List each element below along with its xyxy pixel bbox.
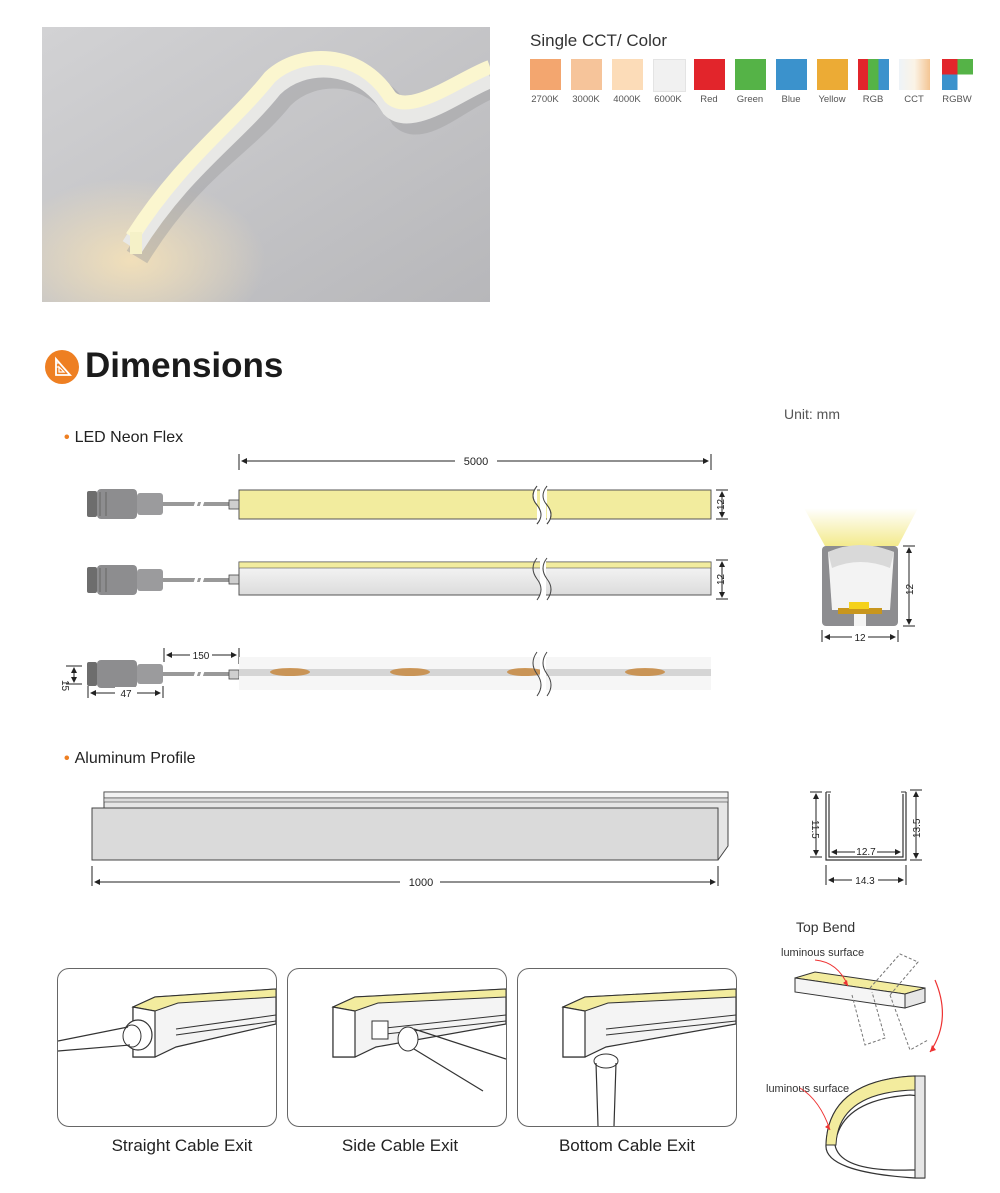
color-swatch-label: Yellow xyxy=(818,94,846,105)
color-swatch-label: Green xyxy=(736,94,764,105)
neon-flex-drawing xyxy=(0,440,1000,710)
color-swatch-label: 6000K xyxy=(654,94,682,105)
color-swatch-label: 2700K xyxy=(531,94,559,105)
unit-label: Unit: mm xyxy=(784,406,840,422)
length-dimension: 5000 xyxy=(463,456,489,468)
neon-section-title: • LED Neon Flex xyxy=(64,429,184,446)
profile-cross-section xyxy=(809,790,923,887)
color-swatch-2700k xyxy=(530,59,561,90)
aluminum-profile-drawing xyxy=(0,780,1000,895)
color-swatch-cct xyxy=(899,59,930,90)
color-swatch-green xyxy=(735,59,766,90)
connector-1 xyxy=(87,489,163,519)
neon-side-view xyxy=(87,558,728,600)
color-options-title: Single CCT/ Color xyxy=(530,31,667,50)
bottom-cable-exit-card xyxy=(517,968,737,1127)
connector-3 xyxy=(87,660,163,688)
color-swatch-4000k xyxy=(612,59,643,90)
color-swatch-red xyxy=(694,59,725,90)
color-swatch-label: 3000K xyxy=(572,94,600,105)
color-swatch-label: RGBW xyxy=(942,94,972,105)
connector-2 xyxy=(87,565,163,595)
profile-length-dimension: 1000 xyxy=(408,877,434,889)
color-swatch-label: RGB xyxy=(862,94,884,105)
luminous-surface-label-2: luminous surface xyxy=(766,1083,850,1095)
profile-outer-height-dimension: 13.5 xyxy=(912,818,923,838)
bottom-cable-exit-illustration xyxy=(518,969,736,1126)
color-swatch-label: Blue xyxy=(781,94,801,105)
cross-width-dimension: 12 xyxy=(854,633,866,644)
color-swatch-blue xyxy=(776,59,807,90)
profile-side-view xyxy=(92,792,728,889)
height-side-dimension: 12 xyxy=(716,573,727,585)
top-bend-title: Top Bend xyxy=(796,919,856,935)
neon-cross-section xyxy=(804,508,918,644)
profile-outer-width-dimension: 14.3 xyxy=(855,876,875,887)
profile-inner-height-dimension: 11.5 xyxy=(809,820,820,839)
profile-section-title: • Aluminum Profile xyxy=(64,750,196,767)
cable-length-dimension: 150 xyxy=(192,651,210,662)
side-cable-exit-label: Side Cable Exit xyxy=(341,1136,459,1155)
color-swatch-3000k xyxy=(571,59,602,90)
side-cable-exit-illustration xyxy=(288,969,506,1126)
connector-length-dimension: 47 xyxy=(120,689,132,700)
color-swatch-yellow xyxy=(817,59,848,90)
ruler-triangle-icon xyxy=(45,350,79,384)
cross-height-dimension: 12 xyxy=(905,583,916,595)
connector-height-dimension: 15 xyxy=(59,680,70,692)
profile-inner-width-dimension: 12.7 xyxy=(856,847,876,858)
color-swatch-label: Red xyxy=(700,94,718,105)
height-top-dimension: 12 xyxy=(716,498,727,510)
color-swatch-label: 4000K xyxy=(613,94,641,105)
straight-cable-exit-illustration xyxy=(58,969,276,1126)
dimensions-title: Dimensions xyxy=(85,346,284,385)
top-bend-illustration xyxy=(760,940,960,1185)
straight-cable-exit-label: Straight Cable Exit xyxy=(111,1136,253,1155)
bottom-cable-exit-label: Bottom Cable Exit xyxy=(558,1136,696,1155)
color-swatch-rgbw xyxy=(942,59,973,90)
color-swatch-label: CCT xyxy=(904,94,924,105)
neon-internal-view xyxy=(59,648,711,700)
straight-cable-exit-card xyxy=(57,968,277,1127)
luminous-surface-label-1: luminous surface xyxy=(781,947,865,959)
side-cable-exit-card xyxy=(287,968,507,1127)
color-swatch-6000k xyxy=(653,59,686,92)
product-photo xyxy=(42,27,490,302)
neon-top-view xyxy=(87,486,728,524)
color-swatch-rgb xyxy=(858,59,889,90)
